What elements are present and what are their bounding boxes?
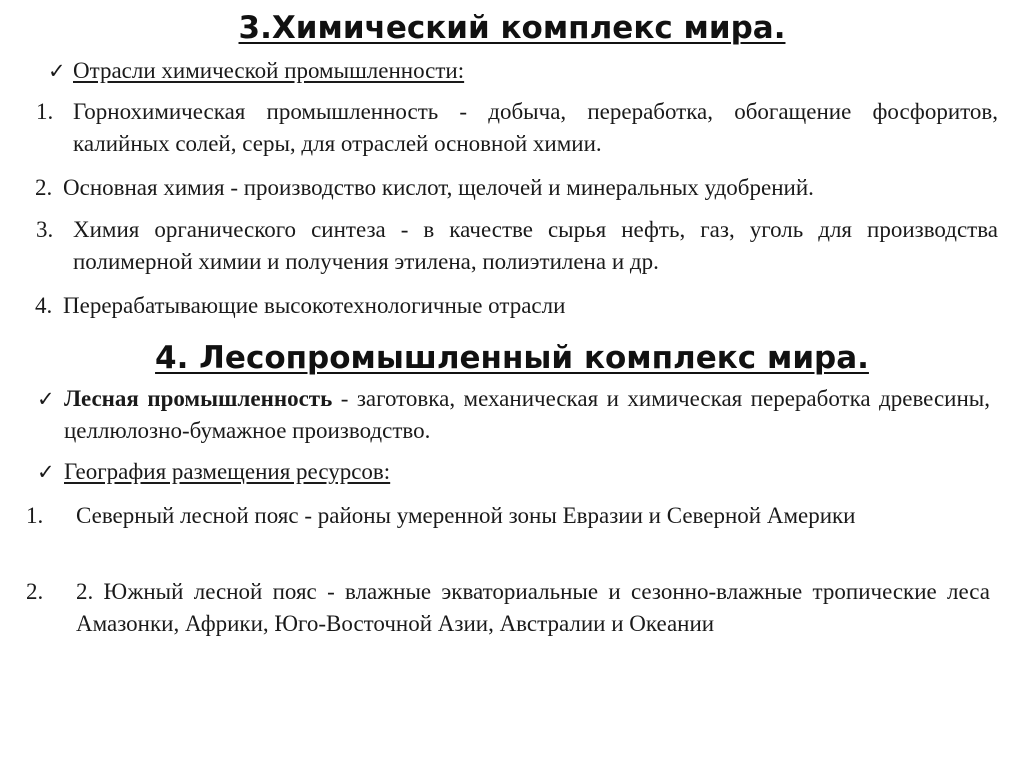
list-item-number: 2.: [35, 175, 53, 200]
list-item-text: Горнохимическая промышленность - добыча, переработка, обогащение фосфоритов, калийных солей, серы, для отраслей основной химии.: [73, 99, 998, 156]
list-item-number: 1.: [26, 503, 44, 528]
checkmark-icon: ✓: [37, 387, 55, 411]
forest-industry-definition: - заготовка, механическая и химическая переработка древесины, целлюлозно-бумажное производство.: [64, 386, 990, 443]
checkmark-icon: ✓: [48, 59, 66, 83]
section-3-title-text: 3.Химический комплекс мира.: [238, 10, 786, 46]
list-item-number: 2.: [26, 579, 44, 604]
geography-heading: География размещения ресурсов:: [64, 459, 391, 484]
list-item-number: 1.: [36, 99, 54, 124]
list-item-number: 4.: [35, 293, 53, 318]
list-item-text: 2. Южный лесной пояс - влажные экваториальные и сезонно-влажные тропические леса Амазонки, Африки, Юго-Восточной Азии, Австралии и Океании: [76, 579, 990, 636]
list-item-number: 3.: [36, 217, 54, 242]
list-item-text: Основная химия - производство кислот, щелочей и минеральных удобрений.: [63, 175, 814, 200]
section-4-title: [0, 338, 1024, 378]
forest-industry-paragraph: [64, 383, 990, 447]
list-item-text: Химия органического синтеза - в качестве сырья нефть, газ, уголь для производства полимерной химии и получения этилена, полиэтилена и др.: [73, 217, 998, 274]
section-4-title-text: 4. Лесопромышленный комплекс мира.: [155, 340, 869, 376]
checkmark-icon: ✓: [37, 460, 55, 484]
chemical-branches-heading: Отрасли химической промышленности:: [73, 58, 465, 83]
section-3-title: [0, 8, 1024, 48]
list-item-text: Перерабатывающие высокотехнологичные отрасли: [63, 293, 566, 318]
forest-industry-term: Лесная промышленность: [64, 386, 333, 411]
list-item-text: Северный лесной пояс - районы умеренной зоны Евразии и Северной Америки: [76, 503, 856, 528]
